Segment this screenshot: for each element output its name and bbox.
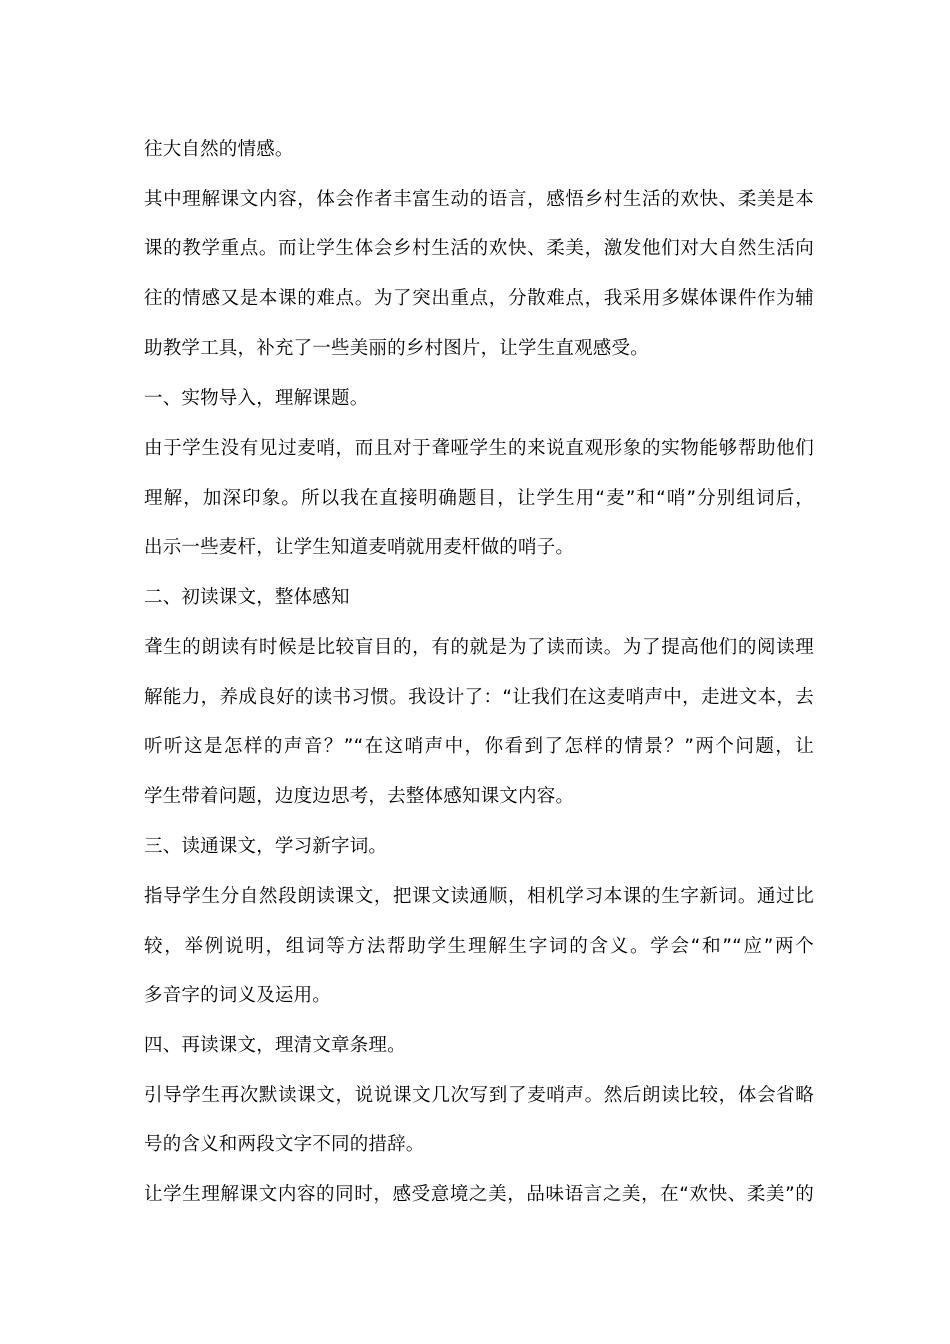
section-heading: 三、读通课文，学习新字词。 xyxy=(144,836,388,857)
text-line: 往大自然的情感。 xyxy=(144,139,294,160)
text-line: 引导学生再次默读课文，说说课文几次写到了麦哨声。然后朗读比较，体会省略 xyxy=(144,1085,814,1106)
text-line: 解能力，养成良好的读书习惯。我设计了：“让我们在这麦哨声中，走进文本，去 xyxy=(144,687,814,708)
text-line: 课的教学重点。而让学生体会乡村生活的欢快、柔美，激发他们对大自然生活向 xyxy=(144,238,814,259)
text-line: 其中理解课文内容，体会作者丰富生动的语言，感悟乡村生活的欢快、柔美是本 xyxy=(144,189,814,210)
text-line: 由于学生没有见过麦哨，而且对于聋哑学生的来说直观形象的实物能够帮助他们 xyxy=(144,438,814,459)
section-heading: 四、再读课文，理清文章条理。 xyxy=(144,1035,406,1056)
text-line: 学生带着问题，边度边思考，去整体感知课文内容。 xyxy=(144,786,575,807)
text-line: 指导学生分自然段朗读课文，把课文读通顺，相机学习本课的生字新词。通过比 xyxy=(144,886,814,907)
text-line: 聋生的朗读有时候是比较盲目的，有的就是为了读而读。为了提高他们的阅读理 xyxy=(144,637,814,658)
text-line: 往的情感又是本课的难点。为了突出重点，分散难点，我采用多媒体课件作为辅 xyxy=(144,288,814,309)
text-line: 较，举例说明，组词等方法帮助学生理解生字词的含义。学会“和”“应”两个 xyxy=(144,936,814,957)
text-line: 理解，加深印象。所以我在直接明确题目，让学生用“麦”和“哨”分别组词后， xyxy=(144,488,814,509)
section-heading: 二、初读课文，整体感知 xyxy=(144,587,350,608)
text-line: 号的含义和两段文字不同的措辞。 xyxy=(144,1134,425,1155)
text-line: 出示一些麦杆，让学生知道麦哨就用麦杆做的哨子。 xyxy=(144,537,575,558)
section-heading: 一、实物导入，理解课题。 xyxy=(144,388,369,409)
text-line: 助教学工具，补充了一些美丽的乡村图片，让学生直观感受。 xyxy=(144,338,649,359)
text-line: 多音字的词义及运用。 xyxy=(144,985,332,1006)
text-line: 听听这是怎样的声音？”“在这哨声中，你看到了怎样的情景？”两个问题，让 xyxy=(144,736,814,757)
text-line: 让学生理解课文内容的同时，感受意境之美，品味语言之美，在“欢快、柔美”的 xyxy=(144,1184,814,1205)
